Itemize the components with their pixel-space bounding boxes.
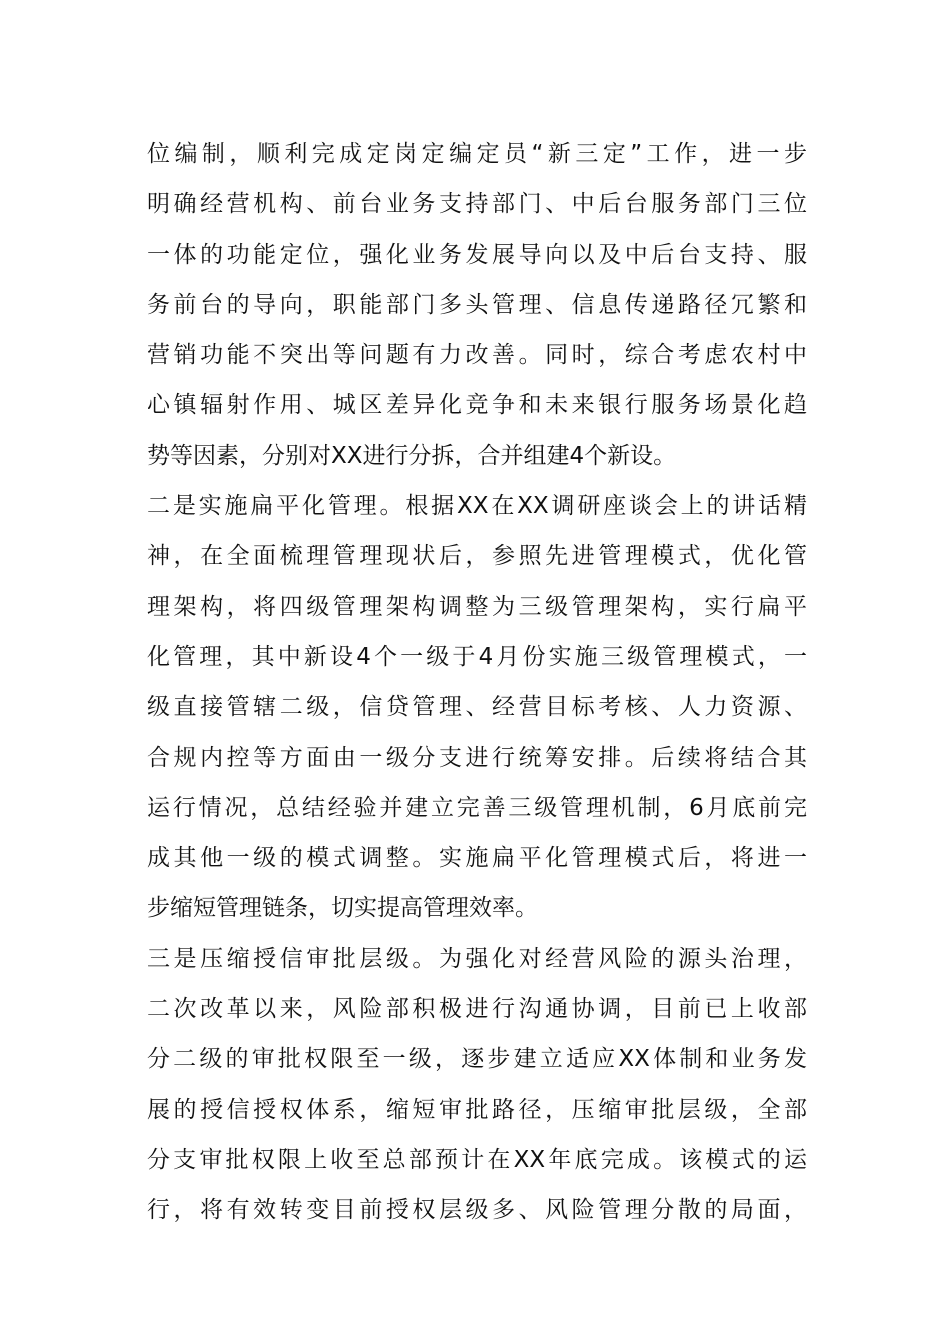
document-body [147,129,807,1236]
text-line: 合规内控等方面由一级分支进行统筹安排。后续将结合其 [147,744,807,771]
text-line: 一体的功能定位，强化业务发展导向以及中后台支持、服 [147,241,807,268]
text-line: 化管理，其中新设4个一级于4月份实施三级管理模式，一 [147,643,807,670]
text-line: 成其他一级的模式调整。实施扁平化管理模式后，将进一 [147,845,807,872]
text-line: 位编制，顺利完成定岗定编定员“新三定”工作，进一步 [147,141,807,167]
text-line: 三是压缩授信审批层级。为强化对经营风险的源头治理， [147,945,807,972]
paragraph-3 [147,934,807,1236]
paragraph-1 [147,129,807,481]
text-line: 分支审批权限上收至总部预计在XX年底完成。该模式的运 [147,1146,807,1173]
text-line: 分二级的审批权限至一级，逐步建立适应XX体制和业务发 [147,1046,807,1073]
text-line: 明确经营机构、前台业务支持部门、中后台服务部门三位 [147,191,807,218]
text-line: 理架构，将四级管理架构调整为三级管理架构，实行扁平 [147,593,807,620]
text-line: 务前台的导向，职能部门多头管理、信息传递路径冗繁和 [147,291,807,318]
text-line: 展的授信授权体系，缩短审批路径，压缩审批层级，全部 [147,1096,807,1123]
text-line: 二是实施扁平化管理。根据XX在XX调研座谈会上的讲话精 [147,493,807,520]
text-line: 行，将有效转变目前授权层级多、风险管理分散的局面， [147,1197,807,1224]
text-line: 神，在全面梳理管理现状后，参照先进管理模式，优化管 [147,543,807,570]
text-line: 心镇辐射作用、城区差异化竞争和未来银行服务场景化趋 [147,392,807,419]
paragraph-2 [147,481,807,934]
text-line: 二次改革以来，风险部积极进行沟通协调，目前已上收部 [147,996,807,1023]
text-line: 势等因素，分别对XX进行分拆，合并组建4个新设。 [147,442,677,469]
text-line: 级直接管辖二级，信贷管理、经营目标考核、人力资源、 [147,694,807,721]
text-line: 步缩短管理链条，切实提高管理效率。 [147,895,538,922]
text-line: 运行情况，总结经验并建立完善三级管理机制，6月底前完 [147,794,807,821]
text-line: 营销功能不突出等问题有力改善。同时，综合考虑农村中 [147,342,807,369]
